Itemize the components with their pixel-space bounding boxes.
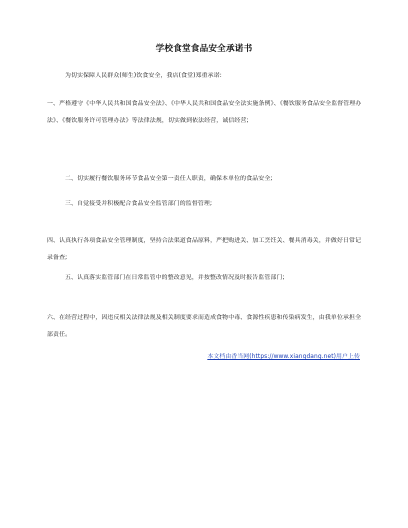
commitment-item-3: 三、自觉接受并积极配合食品安全监管部门的监督管理; <box>65 201 213 207</box>
intro-paragraph: 为切实保障人民群众(师生)饮食安全，我店(食堂)郑重承诺: <box>65 73 222 79</box>
commitment-item-4: 四、认真执行各项食品安全管理制度，坚持合法渠道食品原料，严把购进关、加工烹饪关、餐具消毒关，并做好日常记录备查; <box>47 238 362 261</box>
document-title: 学校食堂食品安全承诺书 <box>155 44 253 54</box>
commitment-item-1: 一、严格遵守《中华人民共和国食品安全法》、《中华人民共和国食品安全法实施条例》、《餐饮服务食品安全监督管理办法》、《餐饮服务许可管理办法》等法律法规，切实做到依法经营，诚信经营; <box>47 101 362 124</box>
commitment-item-5: 五、认真落实监管部门在日常监管中的整改意见，并按整改情况及时报告监管部门; <box>65 275 285 281</box>
commitment-item-2: 二、切实履行餐饮服务环节食品安全第一责任人职责，确保本单位的食品安全; <box>65 176 273 182</box>
commitment-item-6: 六、在经营过程中，因违反相关法律法规及相关制度要求而造成食物中毒、食源性疾患和传染病发生，由我单位承担全部责任。 <box>47 315 362 338</box>
source-footer-link[interactable]: 本文档由香当网(https://www.xiangdang.net)用户上传 <box>207 354 360 360</box>
